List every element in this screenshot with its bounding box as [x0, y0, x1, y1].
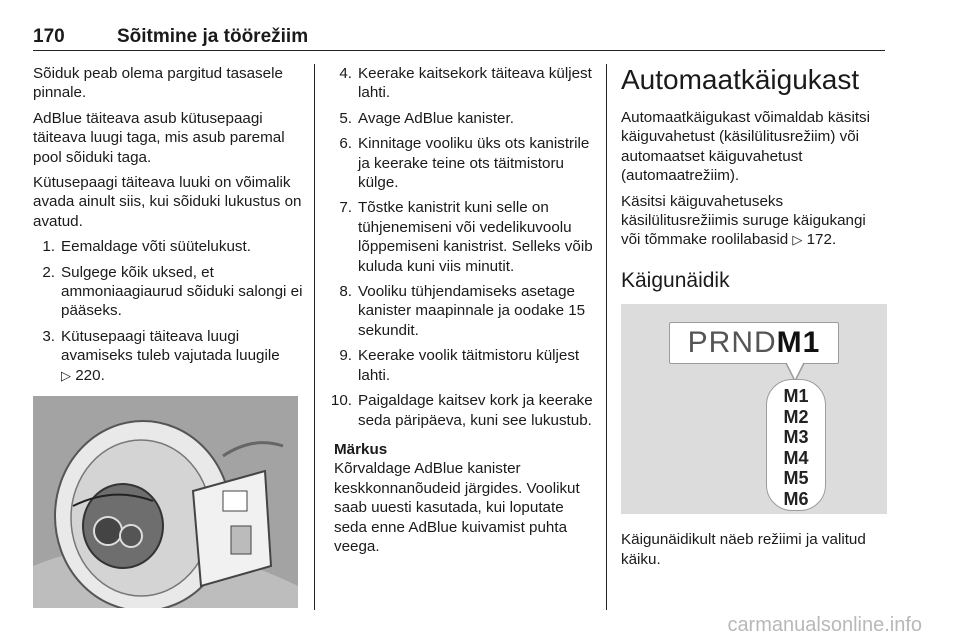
list-item: 5. Avage AdBlue kanister.: [339, 109, 514, 127]
paragraph: Käsitsi käiguvahetuseks käsilülitusrežiimis suruge käigukangi või tõmmake roolilabasid ▷ 172.: [621, 192, 866, 249]
note-body: Kõrvaldage AdBlue kanister keskkonnanõudeid järgides. Voolikut saab uuesti kasutada, kui loputate seda enne AdBlue kuivamist puhta veega.: [334, 460, 580, 555]
page-ref-icon: ▷: [792, 233, 803, 249]
list-item: 7. Tõstke kanistrit kuni selle on tühjenemiseni või vedelikuvoolu lõppemiseni kanistrist. Selleks võib kuluda kuni viis minutit.: [339, 199, 593, 275]
watermark: carmanualsonline.info: [727, 614, 922, 636]
gear-indicator-illustration: [621, 304, 887, 514]
list-item: 6. Kinnitage vooliku üks ots kanistrile ja keerake teine ots täitmistoru külge.: [339, 135, 590, 192]
paragraph: Sõiduk peab olema pargitud tasasele pinnale.: [33, 65, 283, 102]
column-divider-2: [606, 64, 607, 610]
list-item: 3. Kütusepaagi täiteava luugi avamiseks tuleb vajutada luugile ▷ 220.: [42, 327, 280, 384]
subsection-title: Käigunäidik: [621, 268, 730, 292]
list-item: 10. Paigaldage kaitsev kork ja keerake seda päripäeva, kuni see lukustub.: [330, 392, 593, 429]
list-item: 9. Keerake voolik täitmistoru küljest lahti.: [339, 347, 580, 384]
column-1: [33, 64, 305, 608]
list-item: 4. Keerake kaitsekork täiteava küljest lahti.: [339, 65, 592, 102]
gear-display: PRNDM1: [669, 322, 839, 364]
fuel-flap-illustration-svg: [33, 396, 298, 608]
column-2: [324, 64, 594, 556]
page-reference[interactable]: 220.: [75, 366, 105, 384]
paragraph: AdBlue täiteava asub kütusepaagi täiteava luugi taga, mis asub paremal pool sõiduki taga.: [33, 109, 285, 166]
section-title: Sõitmine ja töörežiim: [117, 26, 309, 47]
paragraph: Automaatkäigukast võimaldab käsitsi käiguvahetust (käsilülitusrežiim) või automaatset käiguvahetust (automaatrežiim).: [621, 109, 871, 185]
caption: Käigunäidikult näeb režiimi ja valitud käiku.: [621, 531, 866, 568]
page-ref-icon: ▷: [61, 368, 71, 384]
page-header: [33, 26, 885, 51]
callout-pointer: [621, 304, 887, 514]
manual-modes-callout: M1 M2 M3 M4 M5 M6: [766, 379, 826, 511]
paragraph: Kütusepaagi täiteava luuki on võimalik avada ainult siis, kui sõiduki lukustus on avatud.: [33, 174, 302, 230]
fuel-flap-illustration: [33, 396, 298, 608]
page-number: 170: [33, 26, 65, 47]
page-reference[interactable]: 172.: [806, 231, 837, 249]
list-item: 8. Vooliku tühjendamiseks asetage kanister maapinnale ja oodake 15 sekundit.: [339, 283, 586, 339]
chapter-title: Automaatkäigukast: [621, 64, 860, 95]
list-item: 2. Sulgege kõik uksed, et ammoniaagiaurud sõiduki salongi ei pääseks.: [42, 263, 303, 320]
column-divider-1: [314, 64, 315, 610]
column-3: [621, 64, 887, 575]
list-item: 1. Eemaldage võti süütelukust.: [42, 238, 251, 256]
note-title: Märkus: [334, 440, 388, 458]
